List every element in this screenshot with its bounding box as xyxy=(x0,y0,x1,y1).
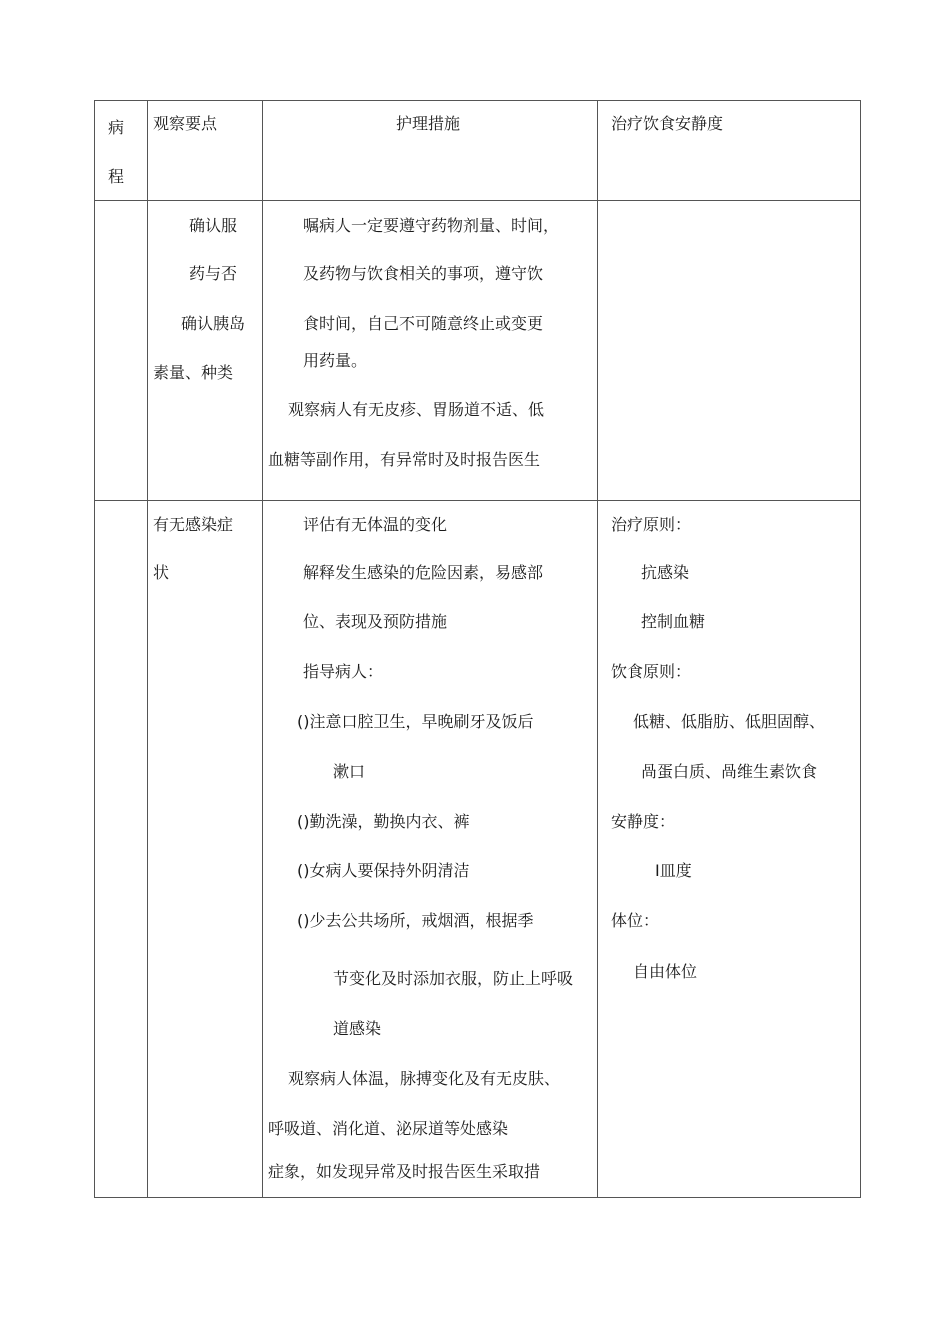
row2-treatment-line: 低糖、低脂肪、低胆固醇、 xyxy=(633,712,826,731)
row2-care-line: ()勤洗澡，勤换内衣、裤 xyxy=(297,812,470,831)
row2-care-line: 解释发生感染的危险因素，易感部 xyxy=(303,563,544,582)
row2-care-line: ()女病人要保持外阴清洁 xyxy=(297,861,470,880)
header-course-char2: 程 xyxy=(108,167,125,186)
row1-observe-line: 素量、种类 xyxy=(153,363,234,382)
row2-care-line: 症象，如发现异常及时报告医生采取措 xyxy=(268,1162,541,1181)
row2-treatment-line: 自由体位 xyxy=(633,962,698,981)
column-divider xyxy=(262,101,263,1197)
row1-observe-line: 药与否 xyxy=(189,264,238,283)
row2-care-line: 道感染 xyxy=(333,1019,382,1038)
row2-care-line: 呼吸道、消化道、泌尿道等处感染 xyxy=(268,1119,509,1138)
row1-care-line: 嘱病人一定要遵守药物剂量、时间， xyxy=(303,216,560,235)
header-nursing-measures: 护理措施 xyxy=(396,114,461,133)
row2-treatment-line: 体位： xyxy=(611,911,660,930)
header-course-char1: 病 xyxy=(108,118,125,137)
row-divider xyxy=(95,200,860,201)
row2-treatment-line: 安静度： xyxy=(611,812,676,831)
row2-care-line: 评估有无体温的变化 xyxy=(303,515,448,534)
row1-care-line: 及药物与饮食相关的事项，遵守饮 xyxy=(303,264,544,283)
row2-treatment-line: 控制血糖 xyxy=(641,612,706,631)
row1-observe-line: 确认服 xyxy=(189,216,238,235)
header-treatment-diet-rest: 治疗饮食安静度 xyxy=(611,114,724,133)
row-divider xyxy=(95,500,860,501)
row1-care-line: 用药量。 xyxy=(303,351,368,370)
row1-care-line: 观察病人有无皮疹、胃肠道不适、低 xyxy=(288,400,545,419)
row1-care-line: 食时间，自己不可随意终止或变更 xyxy=(303,314,544,333)
row2-treatment-line: 咼蛋白质、咼维生素饮食 xyxy=(641,762,818,781)
row2-care-line: 位、表现及预防措施 xyxy=(303,612,448,631)
row2-care-line: 指导病人： xyxy=(303,662,384,681)
row2-care-line: 漱口 xyxy=(333,762,366,781)
row2-care-line: 观察病人体温，脉搏变化及有无皮肤、 xyxy=(288,1069,561,1088)
row1-observe-line: 确认胰岛 xyxy=(181,314,246,333)
header-observation-points: 观察要点 xyxy=(153,114,218,133)
row1-care-line: 血糖等副作用，有异常时及时报告医生 xyxy=(268,450,541,469)
column-divider xyxy=(597,101,598,1197)
row2-treatment-line: 治疗原则： xyxy=(611,515,692,534)
row2-care-line: ()注意口腔卫生，早晚刷牙及饭后 xyxy=(297,712,534,731)
column-divider xyxy=(147,101,148,1197)
row2-observe-line: 有无感染症 xyxy=(153,515,234,534)
row2-observe-line: 状 xyxy=(153,563,170,582)
row2-treatment-line: I皿度 xyxy=(655,861,692,880)
row2-care-line: ()少去公共场所，戒烟酒，根据季 xyxy=(297,911,534,930)
row2-treatment-line: 饮食原则： xyxy=(611,662,692,681)
row2-treatment-line: 抗感染 xyxy=(641,563,690,582)
row2-care-line: 节变化及时添加衣服，防止上呼吸 xyxy=(333,969,574,988)
